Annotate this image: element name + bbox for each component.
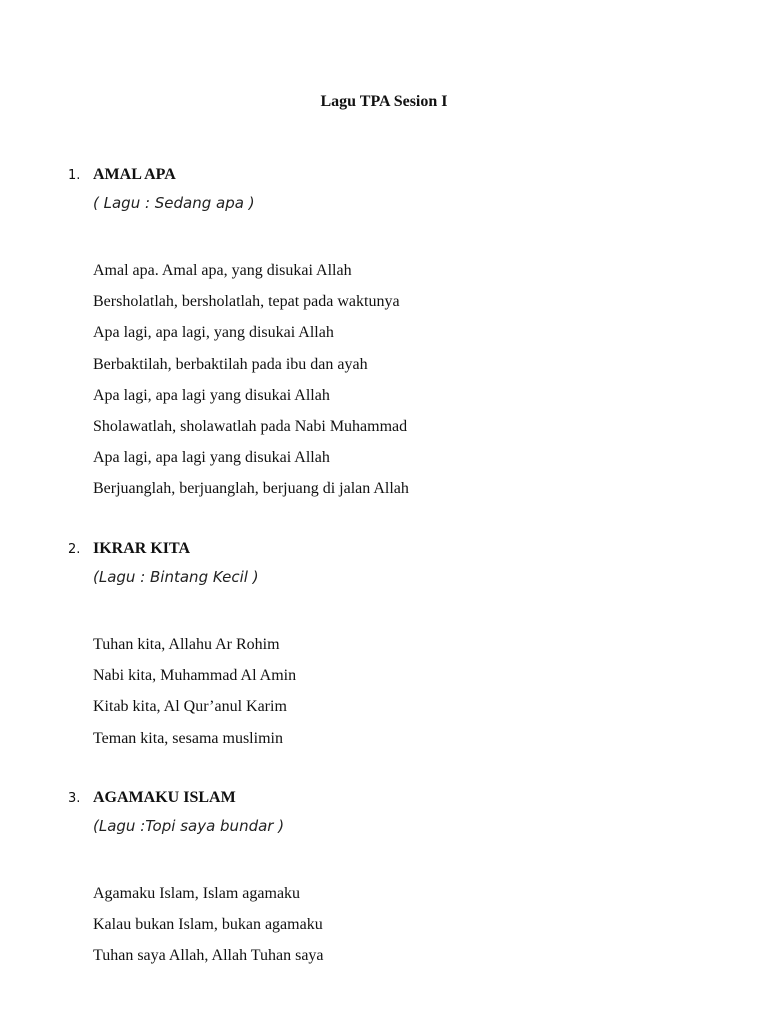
song-title: AMAL APA <box>93 166 176 183</box>
lyric-line: Berjuanglah, berjuanglah, berjuang di jalan Allah <box>93 480 409 498</box>
song-tune: (Lagu : Bintang Kecil ) <box>93 568 259 586</box>
song-heading <box>0 785 768 815</box>
lyric-line: Teman kita, sesama muslimin <box>93 729 283 747</box>
lyric-line: Amal apa. Amal apa, yang disukai Allah <box>93 262 352 279</box>
song-number: 3. <box>68 791 81 806</box>
song-number: 2. <box>68 542 81 557</box>
lyric-line: Tuhan kita, Allahu Ar Rohim <box>93 636 280 653</box>
lyrics-list <box>93 878 324 972</box>
lyric-line: Agamaku Islam, Islam agamaku <box>93 885 301 902</box>
song-title: IKRAR KITA <box>93 540 191 557</box>
song-tune: (Lagu :Topi saya bundar ) <box>93 817 285 835</box>
lyric-line: Bersholatlah, bersholatlah, tepat pada waktunya <box>93 293 400 311</box>
song-tune: ( Lagu : Sedang apa ) <box>93 194 255 212</box>
lyric-line: Apa lagi, apa lagi yang disukai Allah <box>93 449 330 467</box>
lyric-line: Berbaktilah, berbaktilah pada ibu dan ayah <box>93 355 368 373</box>
song-heading <box>0 536 768 566</box>
song-section <box>0 785 768 965</box>
lyric-line: Apa lagi, apa lagi yang disukai Allah <box>93 386 330 404</box>
lyrics-list <box>93 255 409 505</box>
song-number: 1. <box>68 168 81 183</box>
song-heading <box>0 162 768 192</box>
song-title: AGAMAKU ISLAM <box>93 789 236 806</box>
document-title: Lagu TPA Sesion I <box>320 93 448 110</box>
lyric-line: Nabi kita, Muhammad Al Amin <box>93 667 297 685</box>
lyric-line: Kalau bukan Islam, bukan agamaku <box>93 916 323 934</box>
lyric-line: Sholawatlah, sholawatlah pada Nabi Muhammad <box>93 417 408 435</box>
lyric-line: Kitab kita, Al Qur’anul Karim <box>93 698 287 716</box>
song-section <box>0 162 768 498</box>
lyric-line: Apa lagi, apa lagi, yang disukai Allah <box>93 324 334 342</box>
song-section <box>0 536 768 747</box>
lyric-line: Tuhan saya Allah, Allah Tuhan saya <box>93 947 324 965</box>
lyrics-list <box>93 629 296 754</box>
